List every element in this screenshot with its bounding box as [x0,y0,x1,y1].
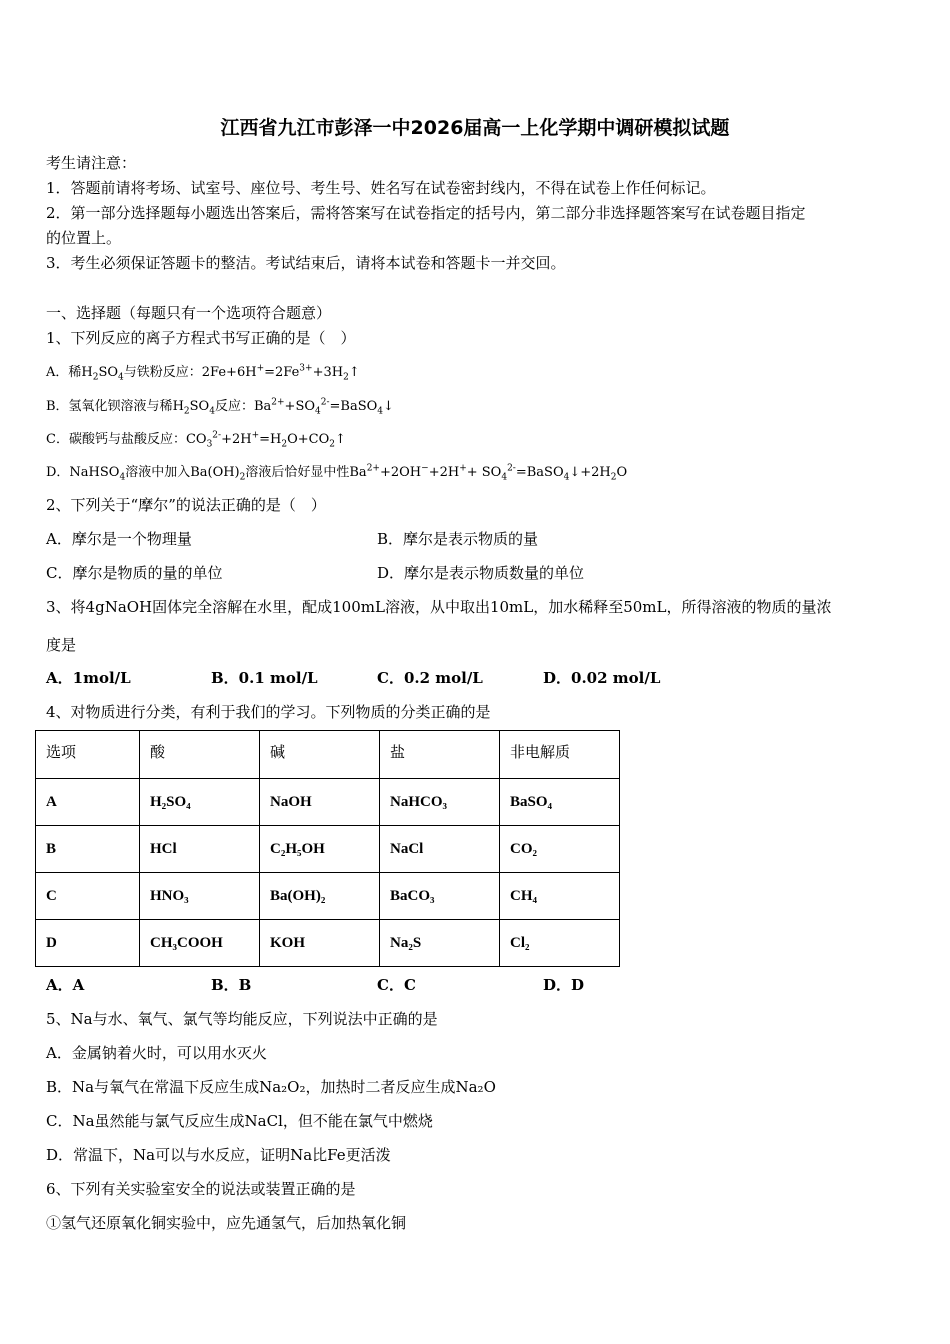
section-heading: 一、选择题（每题只有一个选项符合题意） [46,304,332,322]
notice-heading: 考生请注意： [46,154,137,172]
q2-option-d: D．摩尔是表示物质数量的单位 [377,564,585,582]
table-row [36,920,620,967]
classification-table [35,730,620,967]
table-cell: H₂SO₄ [140,779,260,826]
table-row [36,873,620,920]
table-cell: B [36,826,140,873]
q2-option-c: C．摩尔是物质的量的单位 [46,564,223,582]
table-cell: KOH [260,920,380,967]
q1-option-d: D．NaHSO$_4$溶液中加入$Ba(OH)_2$溶液后恰好显中性$Ba^{2+}+2OH^-+2H^++$ $SO_4^{2-}=BaSO_4↓+2H_2O$ [46,463,628,483]
table-cell: C [36,873,140,920]
q1-option-c: C．碳酸钙与盐酸反应：$CO_3^{2-}+2H^+=H_2O+CO_2↑$ [46,430,346,450]
table-cell: NaOH [260,779,380,826]
q3-stem: 3、将4gNaOH固体完全溶解在水里，配成100mL溶液，从中取出10mL，加水稀释至50mL，所得溶液的物质的量浓 [46,598,832,616]
notice-item-2-cont: 的位置上。 [46,229,122,247]
q5-option-b: B．Na与氧气在常温下反应生成Na₂O₂，加热时二者反应生成Na₂O [46,1078,496,1096]
q2-option-b: B．摩尔是表示物质的量 [377,530,539,548]
header-cell: 选项 [36,731,140,779]
q5-option-c: C．Na虽然能与氯气反应生成NaCl，但不能在氯气中燃烧 [46,1112,433,1130]
q1-option-b: B．氢氧化钡溶液与稀$H_2SO_4$反应：$Ba^{2+}+SO_4^{2-}=BaSO_4↓$ [46,397,394,417]
header-cell: 盐 [380,731,500,779]
q5-option-a: A．金属钠着火时，可以用水灭火 [46,1044,267,1062]
table-cell: BaCO₃ [380,873,500,920]
table-cell: Ba(OH)₂ [260,873,380,920]
header-cell: 酸 [140,731,260,779]
table-cell: Cl₂ [500,920,620,967]
table-cell: D [36,920,140,967]
q1-stem: 1、下列反应的离子方程式书写正确的是（ ） [46,329,356,347]
q2-option-a: A．摩尔是一个物理量 [46,530,192,548]
header-cell: 碱 [260,731,380,779]
table-cell: HCl [140,826,260,873]
q4-option-b: B．B [211,976,252,994]
table-cell: Na₂S [380,920,500,967]
header-cell: 非电解质 [500,731,620,779]
table-cell: CO₂ [500,826,620,873]
q5-option-d: D．常温下，Na可以与水反应，证明Na比Fe更活泼 [46,1146,391,1164]
q6-item-1: ①氢气还原氧化铜实验中，应先通氢气，后加热氧化铜 [46,1214,407,1232]
q3-option-b: B．0.1 mol/L [211,669,318,687]
table-cell: CH₃COOH [140,920,260,967]
table-cell: NaHCO₃ [380,779,500,826]
q4-option-a: A．A [46,976,85,994]
q5-stem: 5、Na与水、氧气、氯气等均能反应，下列说法中正确的是 [46,1010,438,1028]
q3-option-c: C．0.2 mol/L [377,669,483,687]
q3-stem-cont: 度是 [46,636,77,654]
notice-item-1: 1．答题前请将考场、试室号、座位号、考生号、姓名写在试卷密封线内，不得在试卷上作任何标记。 [46,179,716,197]
q3-option-d: D．0.02 mol/L [543,669,661,687]
table-cell: BaSO₄ [500,779,620,826]
table-cell: CH₄ [500,873,620,920]
q4-stem: 4、对物质进行分类，有利于我们的学习。下列物质的分类正确的是 [46,703,491,721]
table-cell: A [36,779,140,826]
q1-option-a: A．稀$H_2SO_4$与铁粉反应：$2Fe+6H^+=2Fe^{3+}+3H_2↑$ [46,363,360,383]
q4-option-d: D．D [543,976,585,994]
notice-item-3: 3．考生必须保证答题卡的整洁。考试结束后，请将本试卷和答题卡一并交回。 [46,254,566,272]
table-cell: HNO₃ [140,873,260,920]
table-row [36,779,620,826]
table-row [36,826,620,873]
q2-stem: 2、下列关于“摩尔”的说法正确的是（ ） [46,496,326,514]
page-title: 江西省九江市彭泽一中2026届高一上化学期中调研模拟试题 [220,117,730,139]
q3-option-a: A．1mol/L [46,669,131,687]
table-cell: NaCl [380,826,500,873]
table-cell: C₂H₅OH [260,826,380,873]
q4-option-c: C．C [377,976,416,994]
notice-item-2: 2．第一部分选择题每小题选出答案后，需将答案写在试卷指定的括号内，第二部分非选择题答案写在试卷题目指定 [46,204,806,222]
q6-stem: 6、下列有关实验室安全的说法或装置正确的是 [46,1180,356,1198]
table-header-row [36,731,620,779]
